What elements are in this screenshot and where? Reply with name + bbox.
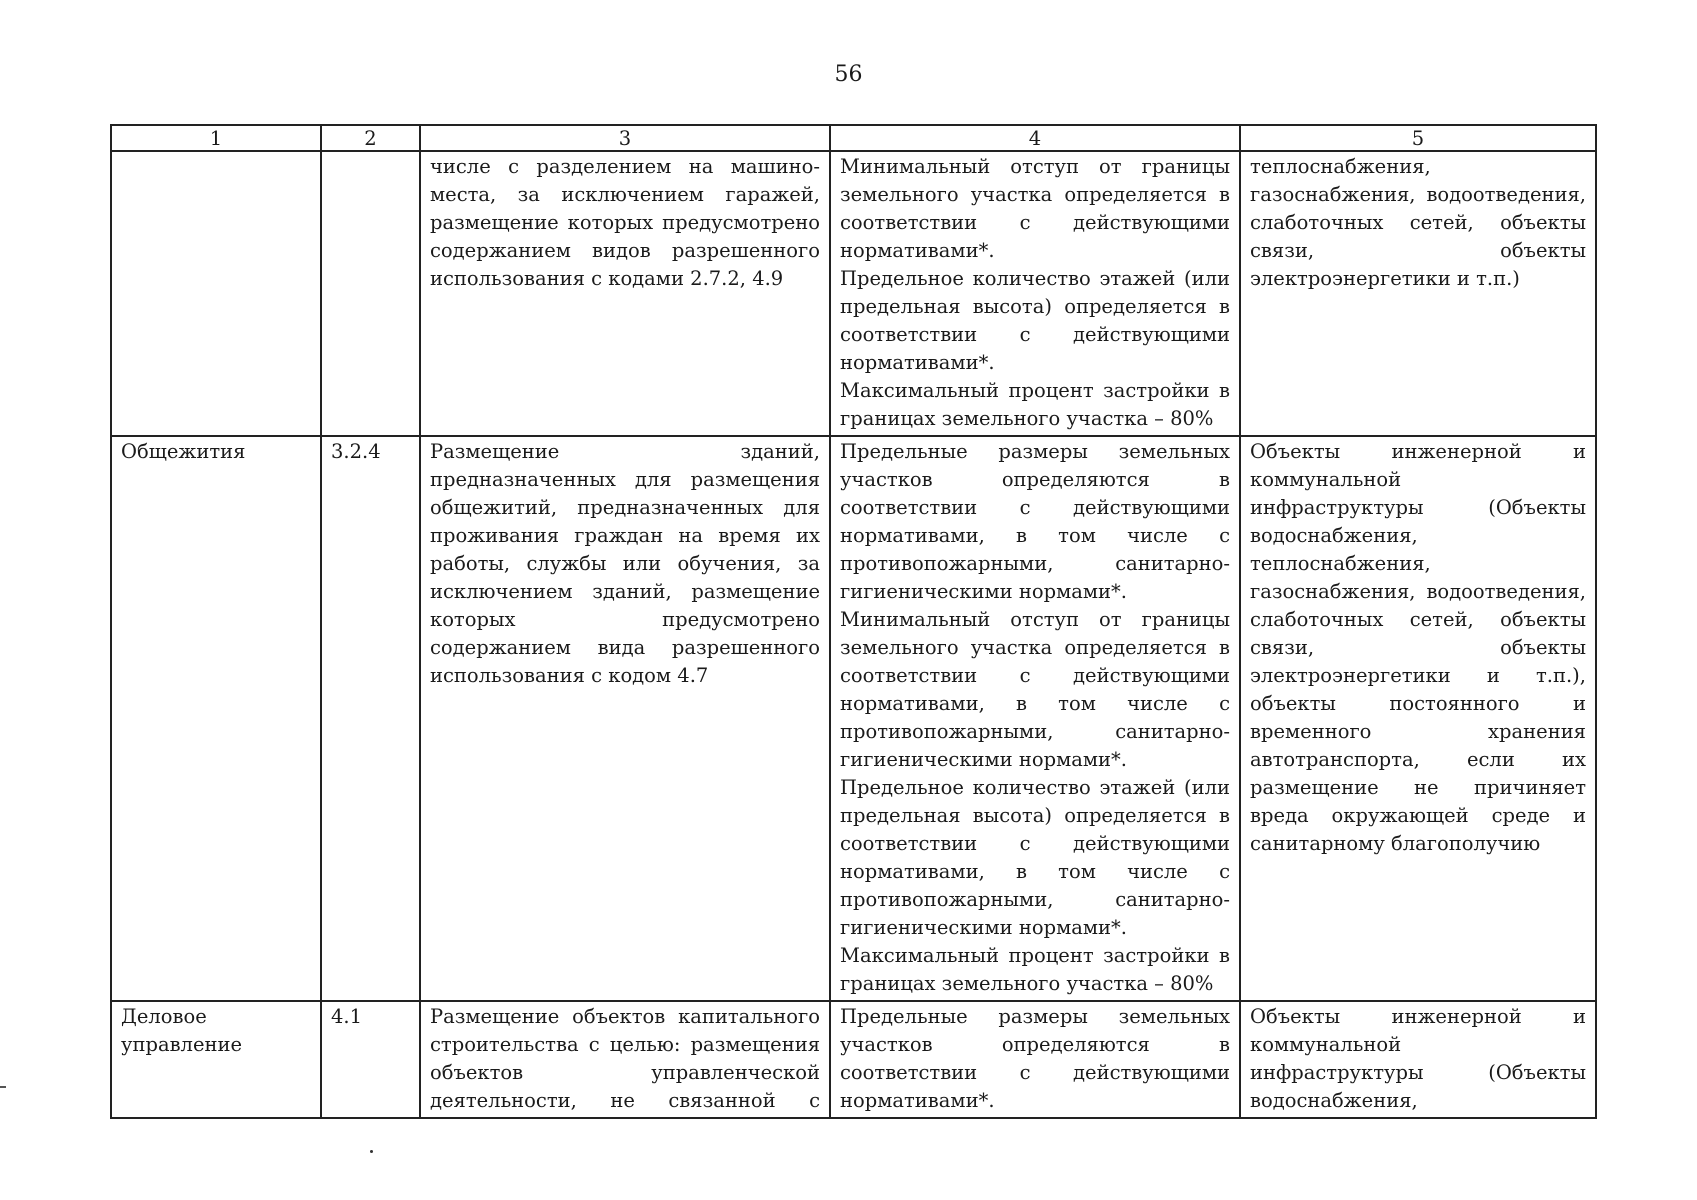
- text-line: коммунальной: [1250, 1033, 1402, 1056]
- text-line: инфраструктуры (Объекты: [1250, 1061, 1586, 1084]
- text-line: предназначенных для размещения: [430, 468, 820, 491]
- text-line: Предельное количество этажей (или: [840, 776, 1230, 799]
- text-line: земельного участка определяется в: [840, 183, 1230, 206]
- text-line: коммунальной: [1250, 468, 1402, 491]
- text-line: работы, службы или обучения, за: [430, 552, 820, 575]
- text-line: Предельное количество этажей (или: [840, 267, 1230, 290]
- auxiliary-objects-cell: [1240, 436, 1596, 1001]
- text-line: границах земельного участка – 80%: [840, 972, 1214, 995]
- text-line: слаботочных сетей, объекты: [1250, 211, 1586, 234]
- text-line: газоснабжения, водоотведения,: [1250, 183, 1586, 206]
- text-line: деятельности, не связанной с: [430, 1089, 820, 1112]
- text-line: временного хранения: [1250, 720, 1586, 743]
- text-line: соответствии с действующими: [840, 496, 1230, 519]
- text-line: Минимальный отступ от границы: [840, 155, 1230, 178]
- text-line: предельная высота) определяется в: [840, 295, 1230, 318]
- text-line: Общежития: [121, 440, 246, 463]
- text-line: электроэнергетики и т.п.),: [1250, 664, 1586, 687]
- parameters-cell: [830, 436, 1240, 1001]
- text-line: связи, объекты: [1250, 636, 1586, 659]
- text-line: гигиеническими нормами*.: [840, 748, 1127, 771]
- use-name-cell: [111, 436, 321, 1001]
- text-line: объекты постоянного и: [1250, 692, 1586, 715]
- text-line: Максимальный процент застройки в: [840, 379, 1230, 402]
- parameters-cell: [830, 1001, 1240, 1118]
- text-line: исключением зданий, размещение: [430, 580, 820, 603]
- text-line: использования с кодом 4.7: [430, 664, 709, 687]
- text-line: размещение которых предусмотрено: [430, 211, 820, 234]
- text-line: водоснабжения,: [1250, 524, 1418, 547]
- text-line: слаботочных сетей, объекты: [1250, 608, 1586, 631]
- use-description-cell: [420, 436, 830, 1001]
- text-line: гигиеническими нормами*.: [840, 580, 1127, 603]
- use-code-cell: [321, 151, 420, 436]
- text-line: Деловое: [121, 1005, 207, 1028]
- text-line: участков определяются в: [840, 468, 1230, 491]
- parameters-cell: [830, 151, 1240, 436]
- text-line: теплоснабжения,: [1250, 155, 1431, 178]
- text-line: соответствии с действующими: [840, 664, 1230, 687]
- text-line: места, за исключением гаражей,: [430, 183, 820, 206]
- text-line: общежитий, предназначенных для: [430, 496, 820, 519]
- text-line: водоснабжения,: [1250, 1089, 1418, 1112]
- page-number: 56: [834, 62, 863, 87]
- text-line: Размещение зданий,: [430, 440, 820, 463]
- text-line: соответствии с действующими: [840, 832, 1230, 855]
- text-line: противопожарными, санитарно-: [840, 552, 1230, 575]
- text-line: нормативами*.: [840, 351, 995, 374]
- scan-edge-mark: [0, 1086, 6, 1088]
- text-line: нормативами, в том числе с: [840, 692, 1230, 715]
- text-line: участков определяются в: [840, 1033, 1230, 1056]
- text-line: границах земельного участка – 80%: [840, 407, 1214, 430]
- text-line: электроэнергетики и т.п.): [1250, 267, 1520, 290]
- text-line: использования с кодами 2.7.2, 4.9: [430, 267, 784, 290]
- use-description-cell: [420, 1001, 830, 1118]
- text-line: теплоснабжения,: [1250, 552, 1431, 575]
- column-header-3: 3: [420, 125, 830, 151]
- text-line: нормативами, в том числе с: [840, 524, 1230, 547]
- use-code-cell: 4.1: [321, 1001, 420, 1118]
- use-description-cell: [420, 151, 830, 436]
- text-line: соответствии с действующими: [840, 323, 1230, 346]
- scan-dot-mark: [370, 1150, 373, 1153]
- text-line: объектов управленческой: [430, 1061, 820, 1084]
- text-line: соответствии с действующими: [840, 1061, 1230, 1084]
- text-line: содержанием вида разрешенного: [430, 636, 820, 659]
- text-line: размещение не причиняет: [1250, 776, 1586, 799]
- text-line: инфраструктуры (Объекты: [1250, 496, 1586, 519]
- text-line: нормативами, в том числе с: [840, 860, 1230, 883]
- column-header-5: 5: [1240, 125, 1596, 151]
- text-line: проживания граждан на время их: [430, 524, 820, 547]
- text-line: строительства с целью: размещения: [430, 1033, 820, 1056]
- column-header-4: 4: [830, 125, 1240, 151]
- use-code-cell: 3.2.4: [321, 436, 420, 1001]
- text-line: нормативами*.: [840, 1089, 995, 1112]
- text-line: земельного участка определяется в: [840, 636, 1230, 659]
- text-line: вреда окружающей среде и: [1250, 804, 1586, 827]
- column-header-1: 1: [111, 125, 321, 151]
- auxiliary-objects-cell: [1240, 1001, 1596, 1118]
- text-line: противопожарными, санитарно-: [840, 888, 1230, 911]
- text-line: содержанием видов разрешенного: [430, 239, 820, 262]
- column-header-2: 2: [321, 125, 420, 151]
- text-line: гигиеническими нормами*.: [840, 916, 1127, 939]
- text-line: Размещение объектов капитального: [430, 1005, 820, 1028]
- text-line: которых предусмотрено: [430, 608, 820, 631]
- text-line: Объекты инженерной и: [1250, 440, 1586, 463]
- text-line: Предельные размеры земельных: [840, 1005, 1230, 1028]
- text-line: управление: [121, 1033, 243, 1056]
- auxiliary-objects-cell: [1240, 151, 1596, 436]
- use-name-cell: [111, 1001, 321, 1118]
- text-line: автотранспорта, если их: [1250, 748, 1586, 771]
- text-line: санитарному благополучию: [1250, 832, 1541, 855]
- text-line: противопожарными, санитарно-: [840, 720, 1230, 743]
- text-line: Предельные размеры земельных: [840, 440, 1230, 463]
- zoning-table: [110, 124, 1597, 1119]
- text-line: связи, объекты: [1250, 239, 1586, 262]
- use-name-cell: [111, 151, 321, 436]
- table-row: [111, 1001, 1596, 1118]
- table-row: [111, 436, 1596, 1001]
- text-line: нормативами*.: [840, 239, 995, 262]
- text-line: соответствии с действующими: [840, 211, 1230, 234]
- text-line: Минимальный отступ от границы: [840, 608, 1230, 631]
- text-line: Максимальный процент застройки в: [840, 944, 1230, 967]
- table-row: [111, 151, 1596, 436]
- text-line: предельная высота) определяется в: [840, 804, 1230, 827]
- text-line: Объекты инженерной и: [1250, 1005, 1586, 1028]
- text-line: числе с разделением на машино-: [430, 155, 820, 178]
- text-line: газоснабжения, водоотведения,: [1250, 580, 1586, 603]
- column-number-row: [111, 125, 1596, 151]
